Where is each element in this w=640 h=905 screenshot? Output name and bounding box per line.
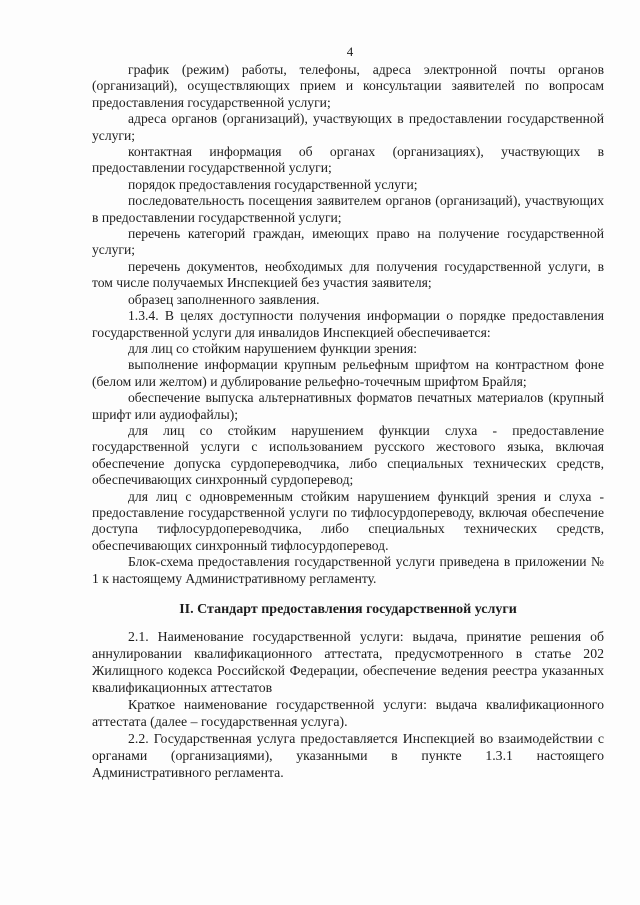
- paragraph-alt-formats: обеспечение выпуска альтернативных форматов печатных материалов (крупный шрифт или аудиофайлы);: [92, 390, 604, 422]
- paragraph-hearing-impairment: для лиц со стойким нарушением функции слуха - предоставление государственной услуги с использованием русского жестового языка, включая обеспечение допуска сурдопереводчика, либо специальных технических средств, обеспечивающих синхронный сурдоперевод;: [92, 422, 604, 488]
- paragraph-2-1: 2.1. Наименование государственной услуги: выдача, принятие решения об аннулировании квалификационного аттестата, предусмотренного в статье 202 Жилищного кодекса Российской Федерации, обеспечение ведения реестра указанных квалификационных аттестатов: [92, 629, 604, 695]
- paragraph-schedule: график (режим) работы, телефоны, адреса электронной почты органов (организаций), осуществляющих прием и консультации заявителей по вопросам предоставления государственной услуги;: [92, 62, 604, 110]
- paragraph-citizen-categories: перечень категорий граждан, имеющих право на получение государственной услуги;: [92, 226, 604, 258]
- paragraph-flowchart-ref: Блок-схема предоставления государственной услуги приведена в приложении № 1 к настоящему Административному регламенту.: [92, 554, 604, 586]
- paragraph-large-font: выполнение информации крупным рельефным шрифтом на контрастном фоне (белом или желтом) и дублирование рельефно-точечным шрифтом Брайля;: [92, 357, 604, 389]
- paragraph-document-list: перечень документов, необходимых для получения государственной услуги, в том числе получаемых Инспекцией без участия заявителя;: [92, 258, 604, 291]
- paragraph-vision-impairment: для лиц со стойким нарушением функции зрения:: [128, 340, 418, 356]
- paragraph-2-2: 2.2. Государственная услуга предоставляется Инспекцией во взаимодействии с органами (организациями), указанными в пункте 1.3.1 настоящего Административного регламента.: [92, 731, 604, 780]
- paragraph-procedure: порядок предоставления государственной услуги;: [128, 176, 418, 192]
- paragraph-addresses: адреса органов (организаций), участвующих в предоставлении государственной услуги;: [92, 111, 604, 143]
- paragraph-1-3-4: 1.3.4. В целях доступности получения информации о порядке предоставления государственной услуги для инвалидов Инспекцией обеспечивается:: [92, 308, 604, 340]
- section-heading: II. Стандарт предоставления государственной услуги: [179, 602, 517, 617]
- paragraph-sample-form: образец заполненного заявления.: [128, 291, 320, 307]
- paragraph-contact-info: контактная информация об органах (организациях), участвующих в предоставлении государственной услуги;: [92, 144, 604, 176]
- paragraph-deafblind: для лиц с одновременным стойким нарушением функций зрения и слуха - предоставление государственной услуги по тифлосурдопереводу, включая обеспечение доступа тифлосурдопереводчика, либо специальных технических средств, обеспечивающих синхронный тифлосурдоперевод.: [92, 488, 604, 553]
- paragraph-short-name: Краткое наименование государственной услуги: выдача квалификационного аттестата (далее – государственная услуга).: [92, 697, 604, 729]
- paragraph-visit-sequence: последовательность посещения заявителем органов (организаций), участвующих в предоставлении государственной услуги;: [92, 193, 604, 225]
- document-body: [92, 62, 604, 781]
- section-2: [92, 628, 604, 781]
- page-number: 4: [346, 44, 354, 59]
